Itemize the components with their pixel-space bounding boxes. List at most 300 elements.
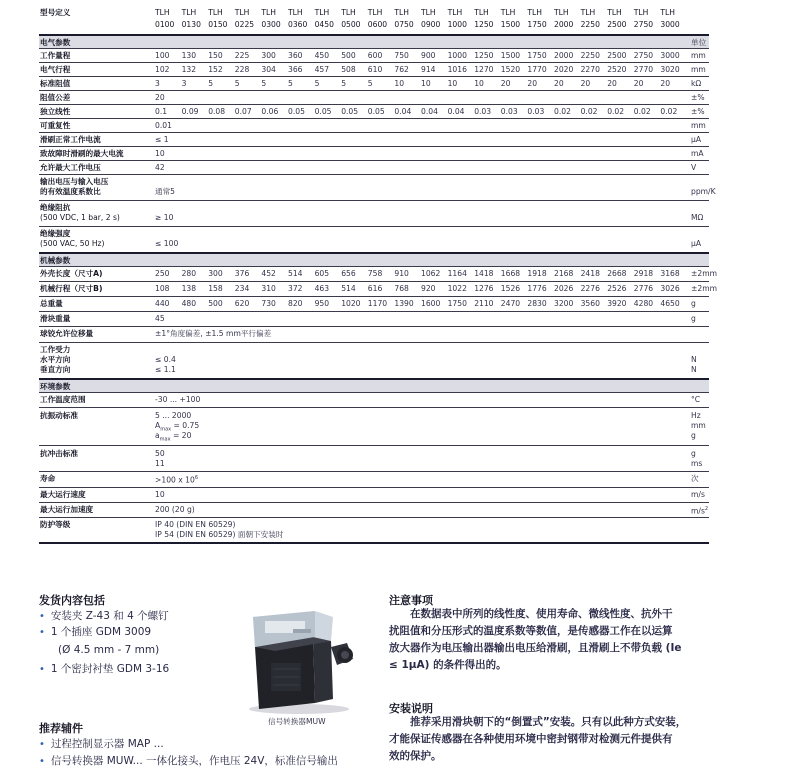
row-value: 750 xyxy=(394,51,409,60)
row-label: 电气行程 xyxy=(40,65,71,74)
accessories-title: 推荐辅件 xyxy=(39,722,83,735)
model-prefix: TLH xyxy=(261,8,276,17)
row-value: 2500 xyxy=(607,51,627,60)
protection-row xyxy=(39,517,709,544)
row-label: 水平方向 xyxy=(40,355,71,364)
row-value: 0.03 xyxy=(500,107,518,116)
row-value: 2276 xyxy=(580,284,600,293)
dielectric-row xyxy=(39,226,709,252)
row-label: 最大运行加速度 xyxy=(40,505,94,514)
accessory-item-text: 信号转换器 MUW... 一体化接头，作电压 24V，标准信号输出 xyxy=(50,755,338,767)
row-value: 1750 xyxy=(447,299,467,308)
row-value: 2770 xyxy=(633,65,654,74)
row-value: 1164 xyxy=(447,269,467,278)
row-value: 1022 xyxy=(447,284,467,293)
model-code: 2750 xyxy=(633,20,654,29)
value-part: A xyxy=(155,421,161,430)
row-value: ≤ 1.1 xyxy=(155,365,176,374)
vibration-row xyxy=(39,407,709,445)
row-value: 758 xyxy=(367,269,383,278)
row-value: 132 xyxy=(181,65,197,74)
row-unit: mm xyxy=(691,65,706,74)
notes-paragraph xyxy=(389,606,681,674)
row-value: 10 xyxy=(421,79,431,88)
installation-line: 效的保护。 xyxy=(389,750,442,762)
row-value: 950 xyxy=(314,299,330,308)
model-code: 0300 xyxy=(261,20,281,29)
row-unit: g xyxy=(691,431,696,440)
model-prefix: TLH xyxy=(580,8,596,17)
model-code: 2000 xyxy=(554,20,574,29)
row-value: 1062 xyxy=(421,269,441,278)
row-value: 463 xyxy=(314,284,330,293)
row-unit: mm xyxy=(691,421,706,430)
notes-line: 扰阻值和分压形式的温度系数等数值，是传感器工作在以运算 xyxy=(389,625,673,637)
row-label: 环境参数 xyxy=(40,382,71,391)
tempco-row xyxy=(39,174,716,200)
row-unit xyxy=(691,505,708,516)
row-value: 158 xyxy=(208,284,223,293)
row-value: IP 54 (DIN EN 60529) 面朝下安装时 xyxy=(155,530,284,539)
spec-row xyxy=(39,90,709,104)
row-value: 0.08 xyxy=(208,107,226,116)
model-code: 2500 xyxy=(607,20,627,29)
accel-row xyxy=(39,502,709,517)
row-unit: MΩ xyxy=(691,213,704,222)
life-row xyxy=(39,471,709,487)
row-value: 225 xyxy=(234,51,250,60)
row-unit: ms xyxy=(691,459,703,468)
row-value: 605 xyxy=(314,269,330,278)
row-value: 5 xyxy=(341,79,347,88)
row-value: 2750 xyxy=(633,51,654,60)
row-value: 2418 xyxy=(580,269,600,278)
row-value: 20 xyxy=(607,79,617,88)
row-value: 0.02 xyxy=(607,107,625,116)
row-value: 0.07 xyxy=(234,107,252,116)
row-label: 寿命 xyxy=(40,474,56,483)
notes-line: ≤ 1µA) 的条件得出的。 xyxy=(389,659,507,671)
row-value: 3560 xyxy=(580,299,600,308)
model-prefix: TLH xyxy=(155,8,170,17)
row-value: 0.03 xyxy=(474,107,492,116)
row-value: 376 xyxy=(234,269,250,278)
row-unit: g xyxy=(691,449,696,458)
accessory-item xyxy=(39,737,164,752)
row-label-sub: (500 VAC, 50 Hz) xyxy=(40,239,105,248)
row-value: 0.04 xyxy=(447,107,465,116)
row-value: 3020 xyxy=(660,65,680,74)
bullet-icon: • xyxy=(39,756,45,767)
spec-row xyxy=(39,48,709,62)
row-value: 3168 xyxy=(660,269,680,278)
model-prefix: TLH xyxy=(314,8,330,17)
spec-row xyxy=(39,281,717,296)
row-label: 阻值公差 xyxy=(40,93,71,102)
unit-part: m/s xyxy=(691,506,705,516)
row-value: 1170 xyxy=(367,299,388,308)
row-value: 0.06 xyxy=(261,107,279,116)
row-value: 200 (20 g) xyxy=(155,505,195,514)
row-value: ±1°角度偏差, ±1.5 mm平行偏差 xyxy=(155,329,272,338)
model-code: 3000 xyxy=(660,20,680,29)
row-value: 2250 xyxy=(580,51,600,60)
row-label: 机械行程（尺寸B) xyxy=(40,284,103,293)
accessory-item-text: 过程控制显示器 MAP ... xyxy=(50,738,164,750)
notes-line: 放大器作为电压输出器输出电压给滑刷，且滑刷上不带负载 (Ie xyxy=(389,642,682,654)
force-row xyxy=(39,342,709,378)
row-value: 300 xyxy=(208,269,223,278)
row-unit: m/s xyxy=(691,490,705,499)
row-unit: µA xyxy=(691,239,702,248)
row-value: 1000 xyxy=(447,51,467,60)
row-label: 垂直方向 xyxy=(40,365,71,374)
insulation-row xyxy=(39,200,709,226)
row-value: 3026 xyxy=(660,284,680,293)
spec-row xyxy=(39,132,709,146)
notes-line: 在数据表中所列的线性度、使用寿命、微线性度、抗外干 xyxy=(410,608,673,620)
delivery-title: 发货内容包括 xyxy=(39,594,105,607)
spec-table xyxy=(39,7,717,544)
row-value: 1776 xyxy=(527,284,547,293)
row-value: 130 xyxy=(181,51,197,60)
value-part: >100 x 10 xyxy=(155,475,195,485)
row-value: ≤ 100 xyxy=(155,239,179,248)
row-label: 电气参数 xyxy=(40,38,71,47)
row-value: 600 xyxy=(367,51,383,60)
row-value: 20 xyxy=(155,93,165,102)
row-value: 10 xyxy=(155,149,165,158)
row-value: 280 xyxy=(181,269,197,278)
row-value: 656 xyxy=(341,269,356,278)
row-value: 3200 xyxy=(554,299,574,308)
row-value: 2000 xyxy=(554,51,574,60)
row-label: 可重复性 xyxy=(40,121,71,130)
installation-line: 才能保证传感器在各种使用环境中密封钢带对检测元件提供有 xyxy=(389,733,673,745)
row-label: 独立线性 xyxy=(40,107,71,116)
row-value: 1750 xyxy=(527,51,547,60)
row-value: 3920 xyxy=(607,299,627,308)
row-value: 100 xyxy=(155,51,170,60)
row-value: 0.09 xyxy=(181,107,199,116)
section-electrical xyxy=(39,34,709,48)
row-value: 2110 xyxy=(474,299,494,308)
row-value: 1020 xyxy=(341,299,361,308)
row-value: 0.05 xyxy=(367,107,385,116)
spec-row xyxy=(39,104,709,118)
bullet-icon: • xyxy=(39,627,45,638)
row-value: 1276 xyxy=(474,284,494,293)
bullet-icon: • xyxy=(39,739,45,750)
row-value: 0.05 xyxy=(314,107,332,116)
row-value: 0.04 xyxy=(421,107,438,116)
row-unit: µA xyxy=(691,135,702,144)
row-value: 1918 xyxy=(527,269,547,278)
row-value: 1500 xyxy=(500,51,521,60)
row-unit: V xyxy=(691,163,697,172)
row-value: 138 xyxy=(181,284,197,293)
row-value: 300 xyxy=(261,51,276,60)
model-code: 0450 xyxy=(314,20,334,29)
row-value: -30 ... +100 xyxy=(155,395,201,404)
unit-exp: 2 xyxy=(704,506,709,512)
model-code: 0750 xyxy=(394,20,414,29)
model-prefix: TLH xyxy=(367,8,383,17)
row-value: 1520 xyxy=(500,65,521,74)
row-value: 480 xyxy=(181,299,197,308)
installation-paragraph xyxy=(389,714,686,765)
row-value: 508 xyxy=(341,65,356,74)
row-label: 抗冲击标准 xyxy=(40,449,78,458)
row-value: 610 xyxy=(367,65,383,74)
row-value: 20 xyxy=(660,79,671,88)
model-prefix: TLH xyxy=(474,8,489,17)
row-unit: ±% xyxy=(691,107,705,116)
row-label: 工作量程 xyxy=(40,51,71,60)
spec-row xyxy=(39,118,709,132)
row-value: 2776 xyxy=(633,284,654,293)
row-value: 20 xyxy=(580,79,591,88)
row-value: 2026 xyxy=(554,284,574,293)
row-value: 914 xyxy=(421,65,436,74)
row-unit: Hz xyxy=(691,411,701,420)
row-value: IP 40 (DIN EN 60529) xyxy=(155,520,236,529)
model-code: 1000 xyxy=(447,20,467,29)
value-sub: max xyxy=(159,436,171,443)
row-value: 5 ... 2000 xyxy=(155,411,192,420)
model-prefix: TLH xyxy=(208,8,223,17)
row-value: 45 xyxy=(155,314,165,323)
delivery-item-text: 1 个插座 GDM 3009 xyxy=(50,626,152,638)
model-prefix: TLH xyxy=(607,8,622,17)
model-prefix: TLH xyxy=(500,8,516,17)
row-value: 457 xyxy=(314,65,330,74)
product-image xyxy=(235,607,363,717)
spec-row xyxy=(39,146,709,160)
model-code: 1500 xyxy=(500,20,521,29)
row-value: 620 xyxy=(234,299,250,308)
installation-title: 安装说明 xyxy=(389,702,433,715)
row-value: 452 xyxy=(261,269,276,278)
model-code: 0150 xyxy=(208,20,228,29)
row-value: 通常5 xyxy=(155,187,176,196)
row-value: 440 xyxy=(155,299,170,308)
row-unit: ±2mm xyxy=(691,284,717,293)
row-value: 762 xyxy=(394,65,409,74)
temp-row xyxy=(39,392,709,407)
row-value: 11 xyxy=(155,459,165,468)
row-label: 工作受力 xyxy=(40,345,71,354)
bullet-icon: • xyxy=(39,664,45,675)
row-value: 234 xyxy=(234,284,250,293)
row-value: 20 xyxy=(633,79,644,88)
row-value xyxy=(155,431,191,445)
row-unit: mm xyxy=(691,121,706,130)
row-value: 0.05 xyxy=(288,107,305,116)
row-value: 1270 xyxy=(474,65,494,74)
row-value: 50 xyxy=(155,449,165,458)
row-value: 2020 xyxy=(554,65,574,74)
row-label: 工作温度范围 xyxy=(40,395,86,404)
delivery-item xyxy=(58,643,159,657)
row-value: 5 xyxy=(208,79,214,88)
model-code: 2250 xyxy=(580,20,600,29)
row-value: 0.04 xyxy=(394,107,412,116)
row-value: 10 xyxy=(447,79,458,88)
row-unit: g xyxy=(691,314,696,323)
row-value: ≤ 1 xyxy=(155,135,169,144)
row-label: 滑块重量 xyxy=(40,314,71,323)
row-value: 5 xyxy=(261,79,267,88)
model-code: 0100 xyxy=(155,20,175,29)
row-value: 3000 xyxy=(660,51,680,60)
delivery-item xyxy=(39,609,169,624)
row-unit: 单位 xyxy=(691,38,707,47)
row-value: 768 xyxy=(394,284,409,293)
row-label: 允许最大工作电压 xyxy=(40,163,101,172)
row-label: 总重量 xyxy=(40,299,63,308)
model-prefix: TLH xyxy=(447,8,463,17)
row-value: 42 xyxy=(155,163,165,172)
header-row xyxy=(39,7,709,34)
row-unit: mm xyxy=(691,51,706,60)
row-value: 1668 xyxy=(500,269,521,278)
speed-row xyxy=(39,487,709,502)
row-value: 372 xyxy=(288,284,303,293)
row-value: 820 xyxy=(288,299,303,308)
accessory-item xyxy=(39,754,338,769)
row-label: 外壳长度（尺寸A) xyxy=(40,269,103,278)
value-sub: max xyxy=(160,426,172,433)
row-value: 20 xyxy=(500,79,511,88)
row-value: 1418 xyxy=(474,269,494,278)
row-value: 20 xyxy=(554,79,564,88)
row-value: 150 xyxy=(208,51,223,60)
row-value: 2918 xyxy=(633,269,654,278)
row-unit: kΩ xyxy=(691,79,702,88)
notes-title: 注意事项 xyxy=(389,594,433,607)
value-exp: 6 xyxy=(194,475,199,481)
header-label: 型号定义 xyxy=(40,8,71,17)
model-prefix: TLH xyxy=(288,8,303,17)
row-value: 1526 xyxy=(500,284,521,293)
row-label: 输出电压与输入电压 xyxy=(40,177,109,186)
row-value: 304 xyxy=(261,65,276,74)
row-label-sub: 的有效温度系数比 xyxy=(40,187,101,196)
row-value: 2470 xyxy=(500,299,521,308)
row-value: 0.05 xyxy=(341,107,359,116)
row-value: 5 xyxy=(234,79,240,88)
model-code: 1250 xyxy=(474,20,494,29)
row-value: 2520 xyxy=(607,65,627,74)
row-value: 5 xyxy=(314,79,320,88)
model-prefix: TLH xyxy=(181,8,197,17)
row-value: 3 xyxy=(155,79,160,88)
shock-row xyxy=(39,445,709,471)
model-prefix: TLH xyxy=(527,8,542,17)
delivery-item-text: 1 个密封衬垫 GDM 3-16 xyxy=(50,663,170,675)
row-label: 滑刷正常工作电流 xyxy=(40,135,101,144)
delivery-item-text: 安装夹 Z-43 和 4 个螺钉 xyxy=(50,610,169,622)
row-value: 228 xyxy=(234,65,250,74)
delivery-item xyxy=(39,625,151,640)
row-value: 360 xyxy=(288,51,303,60)
row-value: ≥ 10 xyxy=(155,213,174,222)
row-value: 250 xyxy=(155,269,170,278)
row-value: 152 xyxy=(208,65,223,74)
row-value: 0.02 xyxy=(580,107,598,116)
row-label-sub: (500 VDC, 1 bar, 2 s) xyxy=(40,213,120,222)
row-unit: ±2mm xyxy=(691,269,717,278)
section-mechanical xyxy=(39,252,709,266)
row-label: 绝缘阻抗 xyxy=(40,203,71,212)
row-value: 10 xyxy=(474,79,484,88)
row-value: 500 xyxy=(341,51,356,60)
row-value: 514 xyxy=(341,284,356,293)
row-value: 366 xyxy=(288,65,303,74)
row-unit: g xyxy=(691,299,696,308)
model-code: 0500 xyxy=(341,20,361,29)
row-unit: N xyxy=(691,355,697,364)
spec-row xyxy=(39,160,709,174)
value-part: = 0.75 xyxy=(171,421,200,430)
section-environment xyxy=(39,378,709,392)
row-value: 1390 xyxy=(394,299,414,308)
model-prefix: TLH xyxy=(394,8,409,17)
row-value: 0.01 xyxy=(155,121,172,130)
row-value: 2270 xyxy=(580,65,600,74)
row-value: 450 xyxy=(314,51,330,60)
row-unit: mA xyxy=(691,149,704,158)
row-value: 514 xyxy=(288,269,303,278)
row-value: 0.02 xyxy=(633,107,651,116)
row-label: 致故障时滑刷的最大电流 xyxy=(40,149,124,158)
row-unit: °C xyxy=(691,395,701,404)
row-value: 20 xyxy=(527,79,538,88)
row-value: 2168 xyxy=(554,269,574,278)
row-value: 3 xyxy=(181,79,187,88)
row-value: 730 xyxy=(261,299,276,308)
model-prefix: TLH xyxy=(234,8,250,17)
row-value xyxy=(155,474,198,485)
row-unit: ±% xyxy=(691,93,705,102)
model-code: 0600 xyxy=(367,20,388,29)
row-label: 抗振动标准 xyxy=(40,411,78,420)
model-code: 0900 xyxy=(421,20,441,29)
row-label: 绝缘强度 xyxy=(40,229,71,238)
spec-row xyxy=(39,62,709,76)
row-value: 900 xyxy=(421,51,436,60)
product-caption: 信号转换器MUW xyxy=(268,717,326,726)
row-value: 102 xyxy=(155,65,170,74)
row-label: 标准阻值 xyxy=(40,79,71,88)
mounting-row xyxy=(39,326,709,342)
row-unit: 次 xyxy=(691,474,699,483)
row-value: 500 xyxy=(208,299,223,308)
value-part: a xyxy=(155,431,160,440)
row-label: 机械参数 xyxy=(40,256,71,265)
spec-row xyxy=(39,296,709,311)
row-value: 2830 xyxy=(527,299,547,308)
row-value: 920 xyxy=(421,284,436,293)
row-value: 1250 xyxy=(474,51,494,60)
spec-row xyxy=(39,311,709,326)
row-value: 0.02 xyxy=(554,107,571,116)
row-unit: ppm/K xyxy=(691,187,716,196)
delivery-item xyxy=(39,662,169,677)
row-value: 10 xyxy=(394,79,405,88)
row-value: 616 xyxy=(367,284,383,293)
